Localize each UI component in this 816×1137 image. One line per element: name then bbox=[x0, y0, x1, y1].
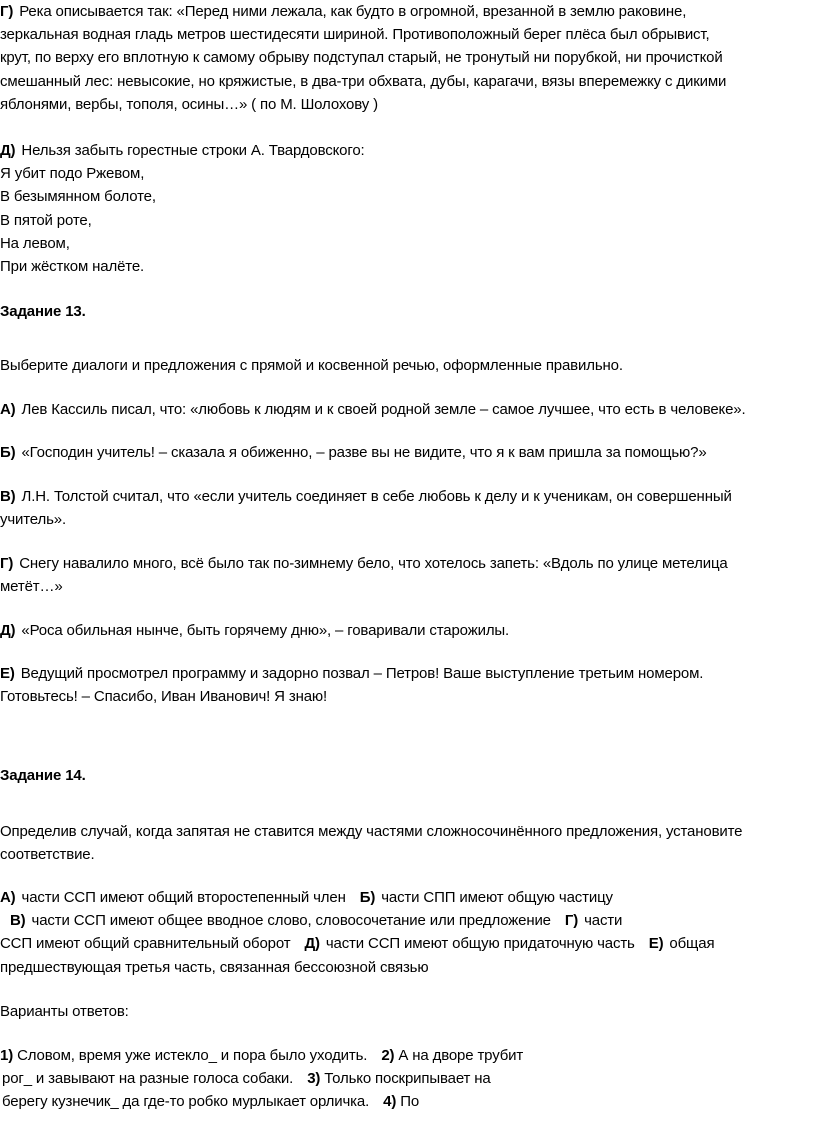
item-marker: Е) bbox=[0, 665, 15, 682]
option-marker: Д) bbox=[304, 935, 320, 953]
task13-instruction: Выберите диалоги и предложения с прямой и косвенной речью, оформленные правильно. bbox=[0, 357, 623, 374]
answer-marker: 2) bbox=[381, 1047, 395, 1064]
river-line: зеркальная водная гладь метров шестидесяти шириной. Противоположный берег плёса был обрывист, bbox=[0, 26, 710, 44]
option-marker: Е) bbox=[648, 935, 664, 953]
item-marker: В) bbox=[0, 488, 16, 505]
task13-item-v: В) Л.Н. Толстой считал, что «если учитель соединяет в себе любовь к делу и к ученикам, он совершенный учитель». bbox=[0, 488, 732, 529]
poem-line: В безымянном болоте, bbox=[0, 188, 156, 206]
task13-item-e: Е) Ведущий просмотрел программу и задорно позвал – Петров! Ваше выступление третьим номером. Готовьтесь! – Спасибо, Иван Иванович! Я знаю! bbox=[0, 665, 704, 706]
task14-options: А) части ССП имеют общий второстепенный член Б) части СПП имеют общую частицу В) части ССП имеют общее вводное слово, словосочетание или предложение Г) части ССП имеют общий сравнительный оборот Д) части ССП имеют общую придаточную часть Е) общая предшествующая третья часть, связанная бессоюзной связью bbox=[0, 889, 715, 976]
river-line: смешанный лес: невысокие, но кряжистые, в два-три обхвата, дубы, карагачи, вязы вперемежку с дикими bbox=[0, 72, 727, 90]
river-line: яблонями, вербы, тополя, осины…» ( по М. Шолохову ) bbox=[0, 95, 378, 113]
task14-answers: 1) Словом, время уже истекло_ и пора было уходить. 2) А на дворе трубит рог_ и завывают на разные голоса собаки. 3) Только поскрипывает на берегу кузнечик_ да где-то робко мурлыкает орличка. 4) По bbox=[0, 1047, 524, 1111]
task13-item-a: А) Лев Кассиль писал, что: «любовь к людям и к своей родной земле – самое лучшее, что есть в человеке». bbox=[0, 401, 746, 418]
item-marker: Б) bbox=[0, 444, 16, 461]
river-paragraph bbox=[0, 0, 816, 116]
answer-marker: 4) bbox=[383, 1093, 397, 1111]
river-line: Г) Река описывается так: «Перед ними лежала, как будто в огромной, врезанной в землю раковине, bbox=[0, 3, 687, 20]
option-marker: А) bbox=[0, 889, 16, 906]
poem-line: Я убит подо Ржевом, bbox=[0, 165, 145, 183]
poem-line: В пятой роте, bbox=[0, 211, 92, 229]
answers-label: Варианты ответов: bbox=[0, 1003, 129, 1020]
task14-instruction: Определив случай, когда запятая не ставится между частями сложносочинённого предложения, установите соответствие. bbox=[0, 823, 743, 864]
answer-marker: 3) bbox=[307, 1070, 321, 1088]
option-marker: Г) bbox=[564, 912, 579, 930]
option-marker: Б) bbox=[359, 889, 376, 906]
option-marker: В) bbox=[10, 912, 26, 930]
river-line: крут, по верху его вплотную к самому обрыву подступал старый, не тронутый ни порубкой, ни прочисткой bbox=[0, 49, 723, 67]
task13-title: Задание 13. bbox=[0, 303, 86, 320]
item-marker: Г) bbox=[0, 3, 14, 20]
task13-item-g: Г) Снегу навалило много, всё было так по-зимнему бело, что хотелось запеть: «Вдоль по улице метелица метёт…» bbox=[0, 555, 728, 596]
item-marker: А) bbox=[0, 401, 16, 418]
poem-line: При жёстком налёте. bbox=[0, 258, 145, 276]
task14-title: Задание 14. bbox=[0, 767, 86, 784]
poem-line: На левом, bbox=[0, 234, 70, 252]
item-marker: Д) bbox=[0, 622, 16, 639]
poem-intro: Д) Нельзя забыть горестные строки А. Твардовского: bbox=[0, 142, 365, 159]
item-marker: Д) bbox=[0, 142, 16, 159]
task13-item-d: Д) «Роса обильная нынче, быть горячему дню», – говаривали старожилы. bbox=[0, 622, 510, 639]
item-marker: Г) bbox=[0, 555, 14, 572]
answer-marker: 1) bbox=[0, 1047, 14, 1064]
task13-item-b: Б) «Господин учитель! – сказала я обиженно, – разве вы не видите, что я к вам пришла за помощью?» bbox=[0, 444, 707, 461]
poem-block bbox=[0, 139, 816, 278]
